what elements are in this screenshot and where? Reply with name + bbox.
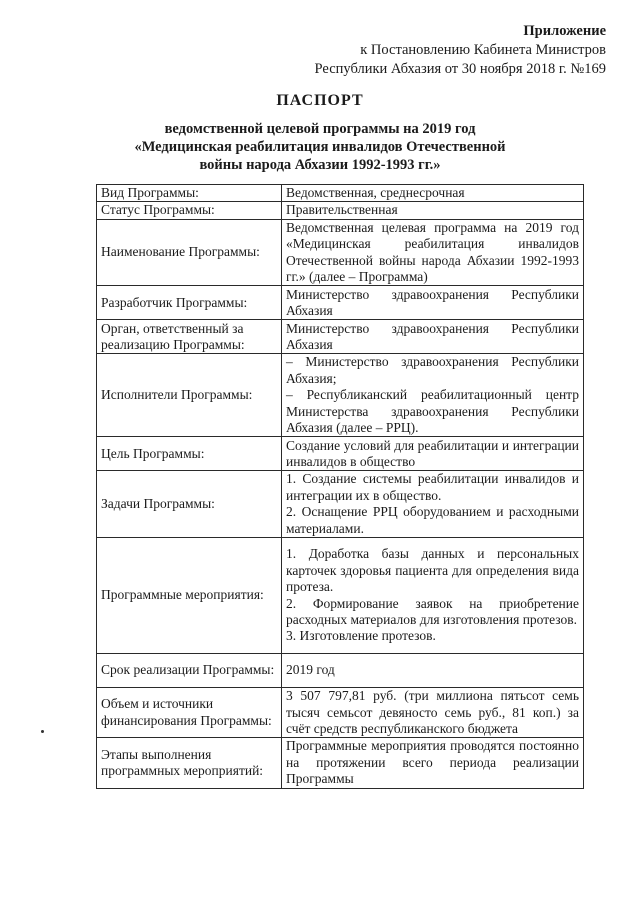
table-row <box>97 286 584 320</box>
row-value-line: Программные мероприятия проводятся постоянно на протяжении всего периода реализации Программы <box>286 738 579 787</box>
row-value-line: Министерство здравоохранения Республики Абхазия <box>286 320 579 352</box>
program-heading <box>0 120 640 174</box>
program-heading-line-1: ведомственной целевой программы на 2019 год <box>164 121 476 137</box>
row-label: Наименование Программы: <box>97 219 282 286</box>
appendix-line-1: к Постановлению Кабинета Министров <box>360 42 606 58</box>
row-value <box>282 688 584 738</box>
row-value <box>282 471 584 538</box>
row-value <box>282 286 584 320</box>
row-value-line: Правительственная <box>286 202 398 218</box>
row-value <box>282 219 584 286</box>
row-label: Программные мероприятия: <box>97 538 282 654</box>
row-value-line: Ведомственная, среднесрочная <box>286 185 465 200</box>
row-value-line: Министерство здравоохранения Республики Абхазия <box>286 286 579 318</box>
program-heading-line-3: войны народа Абхазии 1992-1993 гг.» <box>199 157 441 173</box>
passport-table <box>96 184 584 789</box>
table-row <box>97 654 584 688</box>
row-value-line: 2019 год <box>286 662 335 678</box>
program-heading-line-2: «Медицинская реабилитация инвалидов Отечественной <box>134 139 506 155</box>
table-row <box>97 354 584 437</box>
row-label: Вид Программы: <box>97 185 282 202</box>
row-value-line: Ведомственная целевая программа на 2019 год «Медицинская реабилитация инвалидов Отечественной войны народа Абхазии 1992-1993 гг.» (далее – Программа) <box>286 219 579 285</box>
row-value-line: 1. Создание системы реабилитации инвалидов и интеграции их в общество. <box>286 471 579 503</box>
row-value-line: – Республиканский реабилитационный центр Министерства здравоохранения Республики Абхазия (далее – РРЦ). <box>286 387 579 436</box>
table-row <box>97 538 584 654</box>
row-value <box>282 738 584 788</box>
row-label: Статус Программы: <box>97 202 282 219</box>
row-value-line: 3 507 797,81 руб. (три миллиона пятьсот семь тысяч семьсот девяносто семь руб., 81 коп.) за счёт средств республиканского бюджета <box>286 688 579 736</box>
row-label: Задачи Программы: <box>97 471 282 538</box>
row-value-line: – Министерство здравоохранения Республики Абхазия; <box>286 354 579 386</box>
table-row <box>97 437 584 471</box>
row-label: Этапы выполнения программных мероприятий: <box>97 738 282 788</box>
row-value <box>282 320 584 354</box>
row-value-line: Создание условий для реабилитации и интеграции инвалидов в общество <box>286 437 579 469</box>
table-row <box>97 688 584 738</box>
scan-speck <box>41 730 44 733</box>
row-value <box>282 354 584 437</box>
row-value-line: 2. Формирование заявок на приобретение расходных материалов для изготовления протезов. <box>286 595 579 627</box>
table-row <box>97 219 584 286</box>
appendix-line-2: Республики Абхазия от 30 ноября 2018 г. №169 <box>314 61 606 77</box>
row-label: Орган, ответственный за реализацию Программы: <box>97 320 282 354</box>
table-row <box>97 738 584 788</box>
row-label: Разработчик Программы: <box>97 286 282 320</box>
table-row <box>97 185 584 202</box>
row-value <box>282 185 584 202</box>
row-value <box>282 202 584 219</box>
row-value-line: 2. Оснащение РРЦ оборудованием и расходными материалами. <box>286 504 579 536</box>
row-value <box>282 538 584 654</box>
row-label: Объем и источники финансирования Программы: <box>97 688 282 738</box>
row-value <box>282 654 584 688</box>
passport-heading: ПАСПОРТ <box>276 92 364 109</box>
row-value <box>282 437 584 471</box>
table-row <box>97 471 584 538</box>
row-value-line: 3. Изготовление протезов. <box>286 628 436 644</box>
row-label: Исполнители Программы: <box>97 354 282 437</box>
appendix-title: Приложение <box>523 23 606 39</box>
table-row <box>97 202 584 219</box>
row-label: Цель Программы: <box>97 437 282 471</box>
row-value-line: 1. Доработка базы данных и персональных карточек здоровья пациента для определения вида протеза. <box>286 546 579 595</box>
appendix-block <box>315 22 606 79</box>
table-row <box>97 320 584 354</box>
row-label: Срок реализации Программы: <box>97 654 282 688</box>
